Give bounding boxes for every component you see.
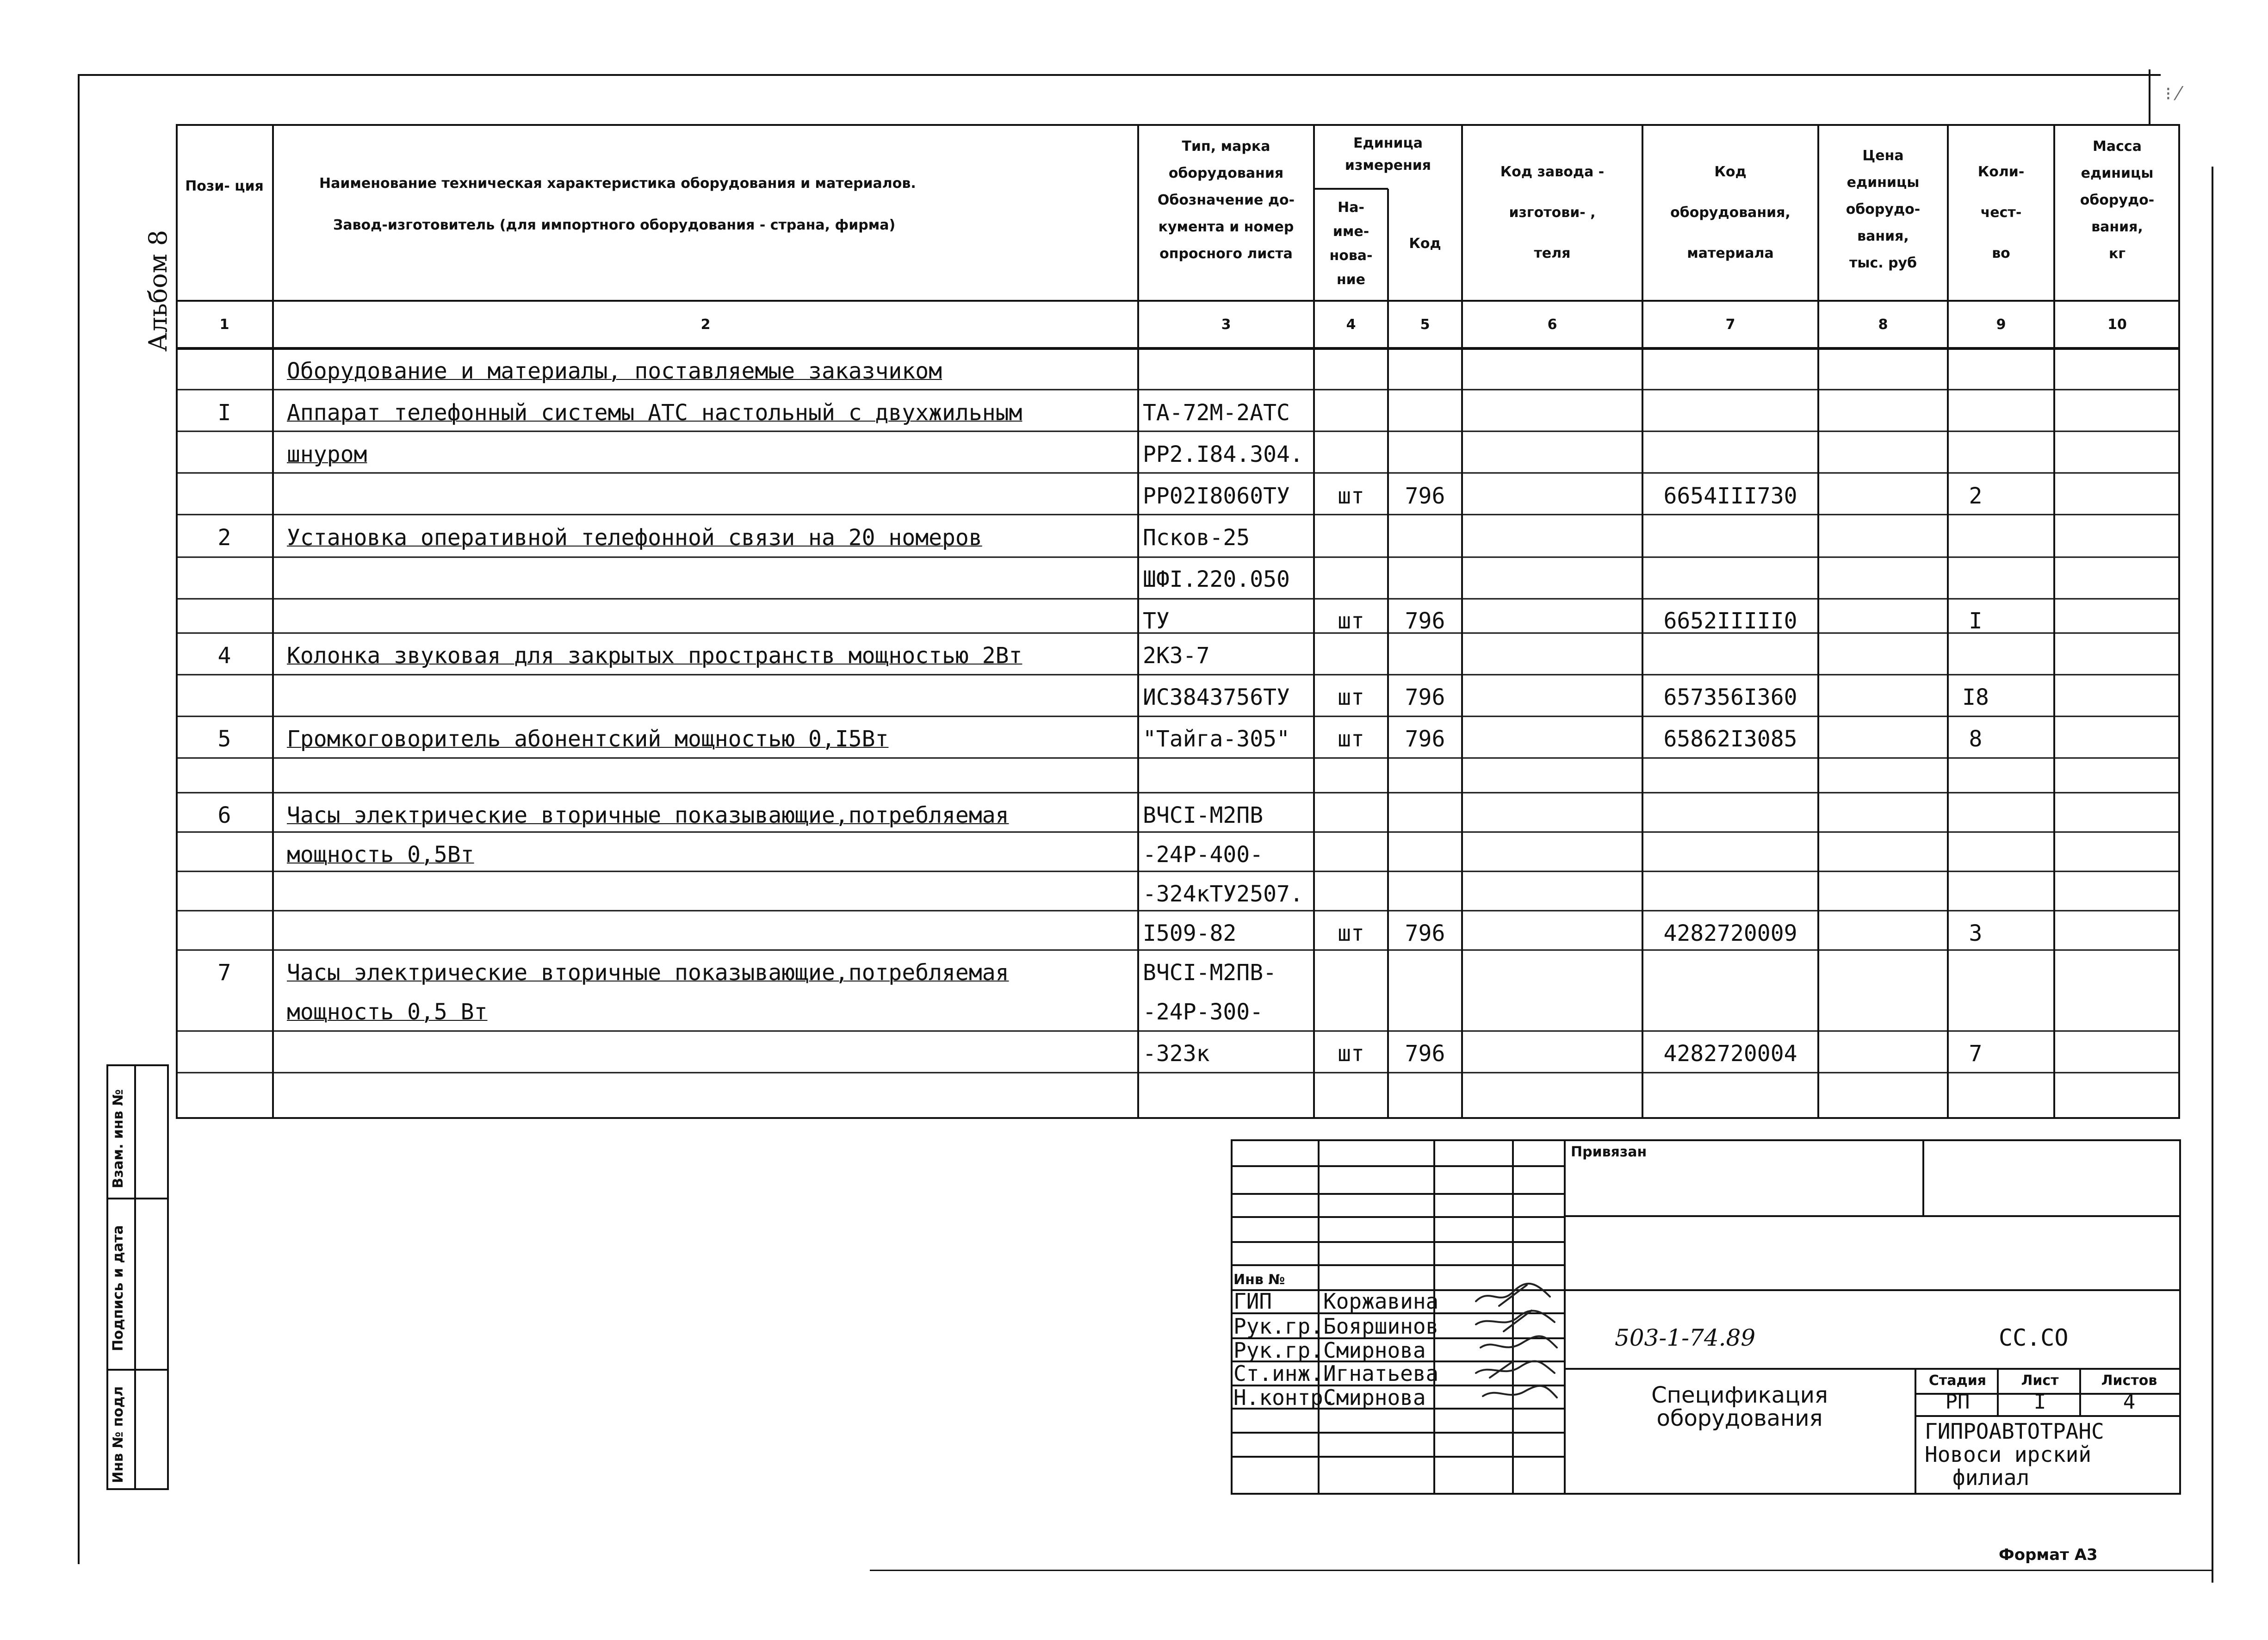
col-number-3: 3 — [1221, 317, 1231, 333]
col-number-8: 8 — [1878, 317, 1888, 333]
side-stamp-podpis: Подпись и дата — [110, 1225, 126, 1351]
table-row — [176, 601, 2180, 640]
album-label: Альбом 8 — [143, 230, 173, 352]
cell-code: 796 — [1405, 684, 1445, 710]
cell-code: 796 — [1405, 726, 1445, 752]
handwritten-signatures — [1471, 1278, 1564, 1426]
cell-type: Псков-25 — [1143, 525, 1250, 551]
table-row — [176, 677, 2180, 717]
sig-name-2: Бояршинов — [1323, 1314, 1439, 1339]
cell-qty: 3 — [1969, 920, 1983, 946]
col-number-9: 9 — [1996, 317, 2006, 333]
cell-name: Громкоговоритель абонентский мощностью 0,I5Вт — [287, 726, 889, 752]
sig-name-1: Коржавина — [1323, 1289, 1439, 1314]
cell-qty: I — [1969, 608, 1983, 634]
side-stamp-vzam: Взам. инв № — [110, 1089, 126, 1188]
table-row — [176, 635, 2180, 675]
corner-mark: ⁝ ⁄ — [2165, 83, 2181, 105]
col-number-4: 4 — [1346, 317, 1356, 333]
cell-name: Оборудование и материалы, поставляемые заказчиком — [287, 358, 942, 384]
cell-pos: I — [217, 400, 231, 426]
side-stamp-inv-podl: Инв № подл — [110, 1386, 126, 1483]
table-row — [176, 992, 2180, 1031]
col-number-7: 7 — [1725, 317, 1735, 333]
header-col10: Масса единицы оборудо- вания, кг — [2080, 138, 2155, 262]
cell-code: 796 — [1405, 920, 1445, 946]
table-row — [176, 351, 2180, 391]
format-label: Формат А3 — [1999, 1546, 2098, 1564]
frame-corner-mark-line — [2149, 69, 2150, 125]
header-col4: На- име- нова- ние — [1329, 199, 1373, 288]
header-col3: Тип, марка оборудования Обозначение до- кумента и номер опросного листа — [1157, 138, 1295, 262]
cell-name: Часы электрические вторичные показывающие,потребляемая — [287, 802, 1009, 828]
cell-qty: I8 — [1962, 684, 1989, 710]
table-row — [176, 434, 2180, 474]
cell-pos: 5 — [217, 726, 231, 752]
cell-type: ИС3843756ТУ — [1143, 684, 1290, 710]
table-row — [176, 476, 2180, 516]
sig-role-1: ГИП — [1233, 1289, 1272, 1314]
cell-mat: 657356I360 — [1663, 684, 1797, 710]
cell-type: -323к — [1143, 1041, 1210, 1067]
spec-table — [176, 124, 2180, 1119]
cell-type: РР2.I84.304. — [1143, 441, 1303, 467]
cell-type: -324кТУ2507. — [1143, 881, 1303, 907]
header-unit-title: Единица измерения — [1345, 135, 1431, 174]
cell-type: I509-82 — [1143, 920, 1237, 946]
cell-mat: 65862I3085 — [1663, 726, 1797, 752]
cell-name: Установка оперативной телефонной связи на 20 номеров — [287, 525, 982, 551]
table-row — [176, 517, 2180, 557]
doc-number: 503-1-74.89 — [1615, 1324, 1756, 1351]
table-row — [176, 719, 2180, 758]
title-inv-no: Инв № — [1233, 1272, 1285, 1288]
table-row — [176, 874, 2180, 913]
cell-pos: 4 — [217, 643, 231, 669]
cell-mat: 4282720004 — [1663, 1041, 1797, 1067]
cell-unit: шт — [1338, 920, 1364, 946]
col-number-10: 10 — [2107, 317, 2127, 333]
stage-value: РП — [1945, 1390, 1970, 1414]
table-row — [176, 952, 2180, 992]
col-number-1: 1 — [219, 317, 229, 333]
cell-unit: шт — [1338, 608, 1364, 634]
cell-unit: шт — [1338, 1041, 1364, 1067]
doc-code: СС.СО — [1999, 1324, 2069, 1351]
org-name: ГИПРОАВТОТРАНС Новоси ирский филиал — [1925, 1419, 2104, 1490]
cell-type: РР02I8060ТУ — [1143, 483, 1290, 509]
cell-type: -24Р-300- — [1143, 999, 1264, 1025]
title-privyazan: Привязан — [1571, 1144, 1647, 1160]
sig-name-3: Смирнова — [1323, 1338, 1426, 1363]
table-row — [176, 834, 2180, 874]
col-number-5: 5 — [1420, 317, 1430, 333]
sheet-label: Лист — [2021, 1373, 2059, 1389]
frame-right-line — [2212, 167, 2213, 1583]
cell-qty: 2 — [1969, 483, 1983, 509]
header-col2-line2: Завод-изготовитель (для импортного оборудования - страна, фирма) — [333, 217, 896, 233]
cell-type: ВЧСI-М2ПВ — [1143, 802, 1264, 828]
cell-type: ТУ — [1143, 608, 1170, 634]
cell-unit: шт — [1338, 483, 1364, 509]
header-col8: Цена единицы оборудо- вания, тыс. руб — [1846, 148, 1921, 271]
cell-name: Колонка звуковая для закрытых пространств мощностью 2Вт — [287, 643, 1022, 669]
cell-type: ТА-72М-2АТС — [1143, 400, 1290, 426]
header-col1: Пози- ция — [185, 178, 264, 194]
table-row — [176, 1033, 2180, 1073]
col-number-2: 2 — [700, 317, 711, 333]
sheet-value: I — [2033, 1390, 2046, 1414]
table-row — [176, 1075, 2180, 1115]
doc-title: Спецификация оборудования — [1651, 1382, 1828, 1431]
table-row — [176, 795, 2180, 835]
cell-code: 796 — [1405, 1041, 1445, 1067]
table-row — [176, 760, 2180, 800]
header-col7: Код оборудования, материала — [1670, 164, 1791, 261]
cell-unit: шт — [1338, 726, 1364, 752]
cell-type: "Тайга-305" — [1143, 726, 1290, 752]
sheets-value: 4 — [2123, 1390, 2136, 1414]
cell-qty: 8 — [1969, 726, 1983, 752]
cell-name: мощность 0,5Вт — [287, 842, 474, 868]
header-col6: Код завода - изготови- , теля — [1500, 164, 1605, 261]
table-row — [176, 392, 2180, 432]
sig-name-5: Смирнова — [1323, 1385, 1426, 1410]
cell-name: шнуром — [287, 441, 367, 467]
cell-mat: 4282720009 — [1663, 920, 1797, 946]
header-col5: Код — [1409, 236, 1441, 252]
header-col9: Коли- чест- во — [1977, 164, 2025, 261]
cell-type: 2КЗ-7 — [1143, 643, 1210, 669]
frame-left-line — [78, 74, 80, 1564]
header-col2-line1: Наименование техническая характеристика оборудования и материалов. — [319, 175, 916, 192]
cell-qty: 7 — [1969, 1041, 1983, 1067]
cell-name: Аппарат телефонный системы АТС настольный с двухжильным — [287, 400, 1022, 426]
cell-pos: 6 — [217, 802, 231, 828]
title-block — [1231, 1139, 2181, 1495]
stage-label: Стадия — [1928, 1373, 1987, 1389]
cell-name: мощность 0,5 Вт — [287, 999, 488, 1025]
table-row — [176, 913, 2180, 953]
cell-code: 796 — [1405, 608, 1445, 634]
cell-code: 796 — [1405, 483, 1445, 509]
frame-top-line — [79, 74, 2161, 76]
cell-type: -24Р-400- — [1143, 842, 1264, 868]
cell-pos: 2 — [217, 525, 231, 551]
frame-bottom-line — [870, 1570, 2212, 1571]
cell-mat: 6654III730 — [1663, 483, 1797, 509]
sheets-label: Листов — [2101, 1373, 2157, 1389]
cell-mat: 6652IIIII0 — [1663, 608, 1797, 634]
cell-name: Часы электрические вторичные показывающие,потребляемая — [287, 960, 1009, 986]
table-row — [176, 559, 2180, 599]
sig-role-3: Рук.гр. — [1233, 1338, 1323, 1363]
cell-type: ШФI.220.050 — [1143, 566, 1290, 592]
cell-pos: 7 — [217, 960, 231, 986]
sig-role-2: Рук.гр. — [1233, 1314, 1323, 1339]
sig-name-4: Игнатьева — [1323, 1361, 1439, 1386]
col-number-6: 6 — [1547, 317, 1557, 333]
side-stamp — [106, 1064, 169, 1490]
cell-unit: шт — [1338, 684, 1364, 710]
sig-role-5: Н.контр. — [1233, 1385, 1336, 1410]
cell-type: ВЧСI-М2ПВ- — [1143, 960, 1277, 986]
sig-role-4: Ст.инж. — [1233, 1361, 1323, 1386]
